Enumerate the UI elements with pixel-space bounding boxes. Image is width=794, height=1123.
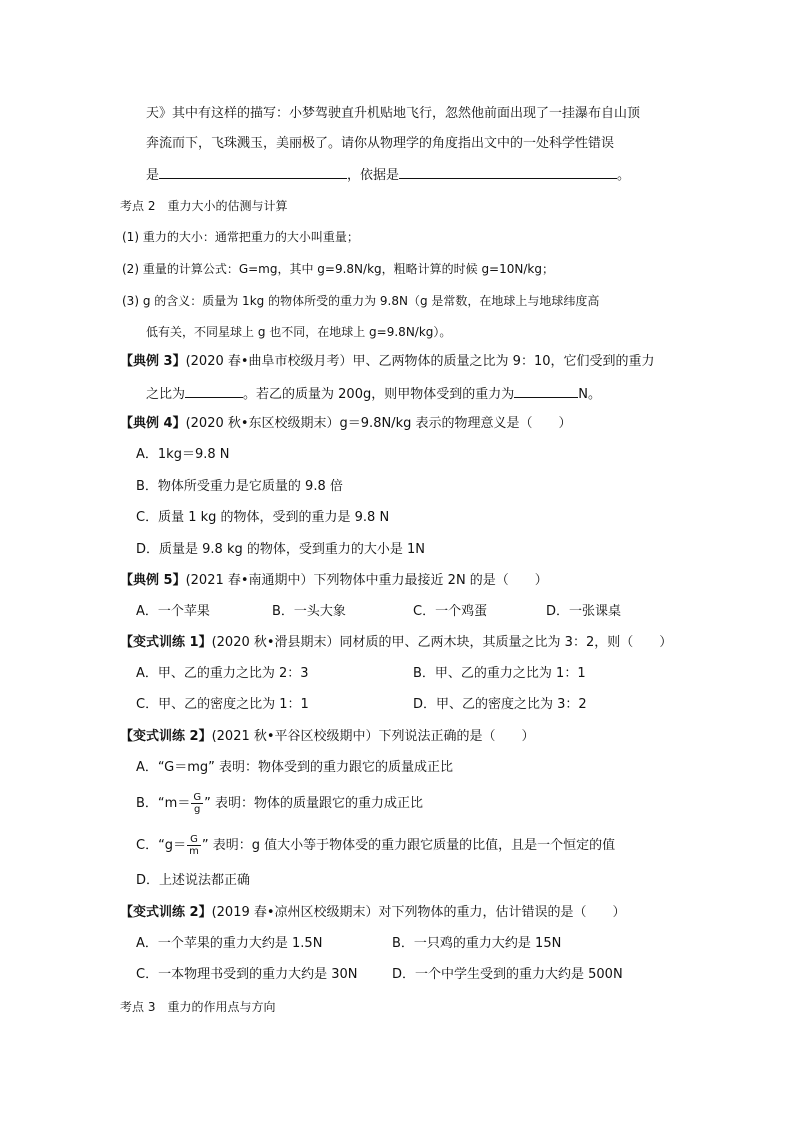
example-5-option-d[interactable]: D．一张课桌 xyxy=(546,604,622,619)
example-4-option-c[interactable]: C．质量 1 kg 的物体，受到的重力是 9.8 N xyxy=(136,510,390,525)
example-5-tag: 【典例 5】 xyxy=(120,573,186,588)
section-title-kaodian-2: 考点 2 重力大小的估测与计算 xyxy=(120,199,288,213)
example-5-stem: 【典例 5】(2021 春•南通期中）下列物体中重力最接近 2N 的是（ ） xyxy=(120,573,548,588)
variant-1-option-c[interactable]: C．甲、乙的密度之比为 1：1 xyxy=(136,697,309,712)
variant-2-option-d[interactable]: D．上述说法都正确 xyxy=(136,873,251,888)
fraction-g-over-g: $\frac{G}{g}$ xyxy=(193,792,202,815)
section-title-kaodian-3: 考点 3 重力的作用点与方向 xyxy=(120,1000,276,1014)
kaodian2-point-3-line-1: (3) g 的含义：质量为 1kg 的物体所受的重力为 9.8N（g 是常数，在地球上与地球纬度高 xyxy=(122,294,600,308)
example-4-option-d[interactable]: D．质量是 9.8 kg 的物体，受到重力的大小是 1N xyxy=(136,542,425,557)
variant-3-tag: 【变式训练 2】 xyxy=(120,905,212,920)
variant-1-option-b[interactable]: B．甲、乙的重力之比为 1：1 xyxy=(413,666,586,681)
intro-line-3: 是 ，依据是 。 xyxy=(146,168,631,183)
variant-1-stem: 【变式训练 1】(2020 秋•滑县期末）同材质的甲、乙两木块，其质量之比为 3：2，则（ ） xyxy=(120,635,673,650)
example-5-option-c[interactable]: C．一个鸡蛋 xyxy=(413,604,488,619)
example-4-option-b[interactable]: B．物体所受重力是它质量的 9.8 倍 xyxy=(136,479,343,494)
kaodian2-point-3-line-2: 低有关，不同星球上 g 也不同，在地球上 g=9.8N/kg）。 xyxy=(146,325,452,339)
kaodian2-point-1: (1) 重力的大小：通常把重力的大小叫重量； xyxy=(122,230,359,244)
variant-1-option-a[interactable]: A．甲、乙的重力之比为 2：3 xyxy=(136,666,309,681)
intro-line-2: 奔流而下，飞珠溅玉，美丽极了。请你从物理学的角度指出文中的一处科学性错误 xyxy=(146,136,615,151)
answer-blank-reason[interactable] xyxy=(399,166,617,179)
variant-3-option-c[interactable]: C．一本物理书受到的重力大约是 30N xyxy=(136,967,358,982)
kaodian2-point-2: (2) 重量的计算公式：G=mg，其中 g=9.8N/kg，粗略计算的时候 g=10N/kg； xyxy=(122,262,554,276)
example-3-tag: 【典例 3】 xyxy=(120,354,186,369)
variant-1-option-d[interactable]: D．甲、乙的密度之比为 3：2 xyxy=(413,697,587,712)
variant-2-option-c[interactable]: C．“g＝ $\frac{G}{m}$ ” 表明：g 值大小等于物体受的重力跟它质量的比值，且是一个恒定的值 xyxy=(136,834,616,857)
example-4-stem: 【典例 4】(2020 秋•东区校级期末）g＝9.8N/kg 表示的物理意义是（ ） xyxy=(120,416,572,431)
variant-3-stem: 【变式训练 2】(2019 春•凉州区校级期末）对下列物体的重力，估计错误的是（ ） xyxy=(120,905,626,920)
variant-2-option-b[interactable]: B．“m＝ $\frac{G}{g}$ ” 表明：物体的质量跟它的重力成正比 xyxy=(136,792,423,815)
answer-blank-weight[interactable] xyxy=(514,385,578,398)
answer-blank-ratio[interactable] xyxy=(185,385,243,398)
fraction-g-over-m: $\frac{G}{m}$ xyxy=(189,834,199,857)
example-5-option-a[interactable]: A．一个苹果 xyxy=(136,604,210,619)
variant-1-tag: 【变式训练 1】 xyxy=(120,635,212,650)
example-3-line-1: 【典例 3】(2020 春•曲阜市校级月考）甲、乙两物体的质量之比为 9：10，它们受到的重力 xyxy=(120,354,655,369)
example-3-line-2: 之比为 。若乙的质量为 200g，则甲物体受到的重力为 N。 xyxy=(146,387,601,402)
example-4-tag: 【典例 4】 xyxy=(120,416,186,431)
example-5-option-b[interactable]: B．一头大象 xyxy=(272,604,346,619)
variant-2-tag: 【变式训练 2】 xyxy=(120,729,212,744)
variant-3-option-a[interactable]: A．一个苹果的重力大约是 1.5N xyxy=(136,936,323,951)
variant-3-option-d[interactable]: D．一个中学生受到的重力大约是 500N xyxy=(392,967,623,982)
variant-3-option-b[interactable]: B．一只鸡的重力大约是 15N xyxy=(392,936,562,951)
intro-line-1: 天》其中有这样的描写：小梦驾驶直升机贴地飞行，忽然他前面出现了一挂瀑布自山顶 xyxy=(146,106,641,121)
answer-blank-error[interactable] xyxy=(159,166,347,179)
variant-2-option-a[interactable]: A．“G＝mg” 表明：物体受到的重力跟它的质量成正比 xyxy=(136,760,454,775)
variant-2-stem: 【变式训练 2】(2021 秋•平谷区校级期中）下列说法正确的是（ ） xyxy=(120,729,535,744)
example-4-option-a[interactable]: A．1kg＝9.8 N xyxy=(136,447,230,462)
